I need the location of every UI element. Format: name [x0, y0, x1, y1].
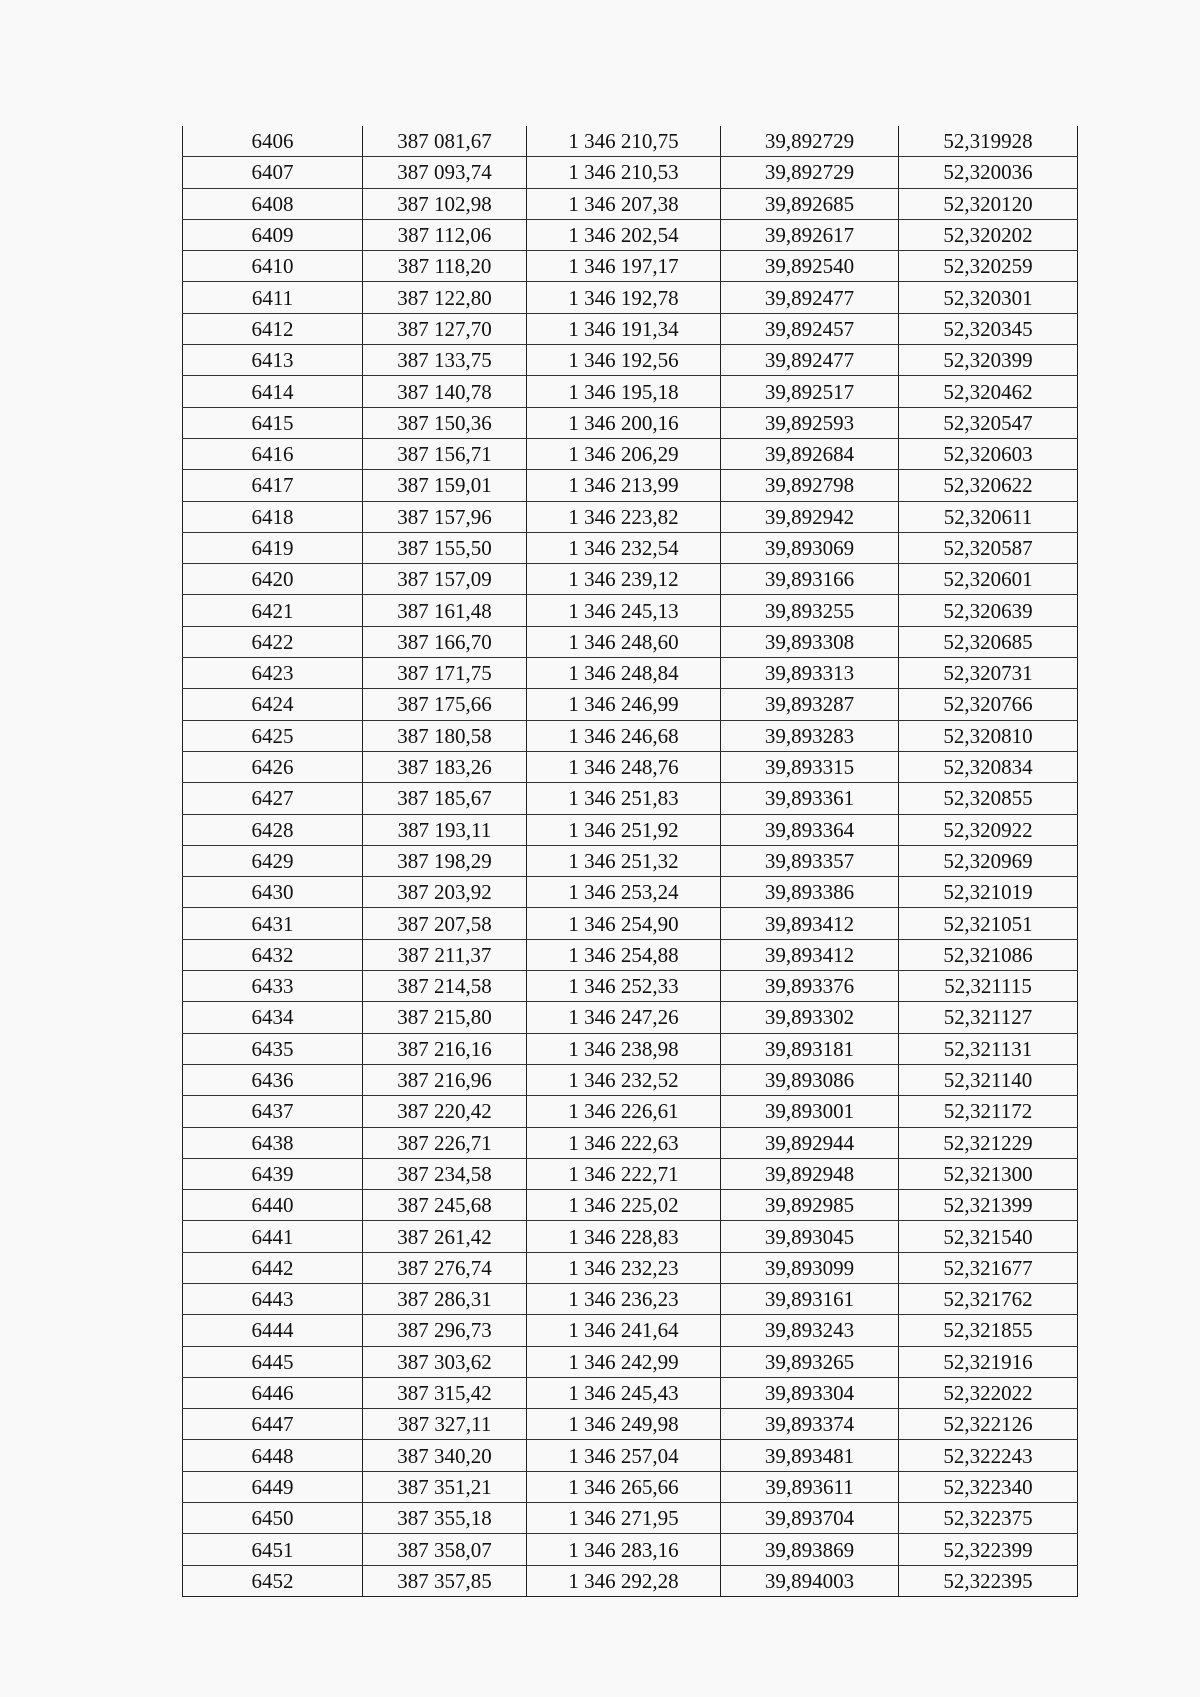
- latitude-cell: 52,322375: [899, 1503, 1078, 1534]
- x-coordinate-cell: 387 340,20: [363, 1440, 527, 1471]
- latitude-cell: 52,321131: [899, 1033, 1078, 1064]
- longitude-cell: 39,892985: [721, 1190, 899, 1221]
- y-coordinate-cell: 1 346 271,95: [527, 1503, 721, 1534]
- point-number-cell: 6449: [183, 1471, 363, 1502]
- longitude-cell: 39,893869: [721, 1534, 899, 1565]
- table-row: [183, 1503, 1078, 1534]
- latitude-cell: 52,321115: [899, 971, 1078, 1002]
- point-number-cell: 6448: [183, 1440, 363, 1471]
- table-row: [183, 1002, 1078, 1033]
- x-coordinate-cell: 387 175,66: [363, 689, 527, 720]
- point-number-cell: 6427: [183, 783, 363, 814]
- longitude-cell: 39,892457: [721, 313, 899, 344]
- latitude-cell: 52,320202: [899, 219, 1078, 250]
- coordinates-table: [182, 126, 1078, 1597]
- point-number-cell: 6437: [183, 1096, 363, 1127]
- table-row: [183, 1158, 1078, 1189]
- latitude-cell: 52,321399: [899, 1190, 1078, 1221]
- x-coordinate-cell: 387 226,71: [363, 1127, 527, 1158]
- point-number-cell: 6447: [183, 1409, 363, 1440]
- longitude-cell: 39,893243: [721, 1315, 899, 1346]
- y-coordinate-cell: 1 346 239,12: [527, 564, 721, 595]
- longitude-cell: 39,893313: [721, 658, 899, 689]
- table-row: [183, 501, 1078, 532]
- point-number-cell: 6420: [183, 564, 363, 595]
- x-coordinate-cell: 387 215,80: [363, 1002, 527, 1033]
- longitude-cell: 39,892517: [721, 376, 899, 407]
- latitude-cell: 52,320120: [899, 188, 1078, 219]
- coordinates-table-body: [183, 126, 1078, 1596]
- x-coordinate-cell: 387 150,36: [363, 407, 527, 438]
- x-coordinate-cell: 387 245,68: [363, 1190, 527, 1221]
- table-row: [183, 1096, 1078, 1127]
- x-coordinate-cell: 387 198,29: [363, 845, 527, 876]
- x-coordinate-cell: 387 193,11: [363, 814, 527, 845]
- longitude-cell: 39,893255: [721, 595, 899, 626]
- latitude-cell: 52,321127: [899, 1002, 1078, 1033]
- point-number-cell: 6423: [183, 658, 363, 689]
- longitude-cell: 39,893376: [721, 971, 899, 1002]
- latitude-cell: 52,320259: [899, 251, 1078, 282]
- longitude-cell: 39,893386: [721, 877, 899, 908]
- table-row: [183, 1127, 1078, 1158]
- latitude-cell: 52,320731: [899, 658, 1078, 689]
- y-coordinate-cell: 1 346 247,26: [527, 1002, 721, 1033]
- table-row: [183, 1534, 1078, 1565]
- table-row: [183, 1409, 1078, 1440]
- y-coordinate-cell: 1 346 253,24: [527, 877, 721, 908]
- table-row: [183, 532, 1078, 563]
- point-number-cell: 6444: [183, 1315, 363, 1346]
- point-number-cell: 6415: [183, 407, 363, 438]
- table-row: [183, 1190, 1078, 1221]
- point-number-cell: 6408: [183, 188, 363, 219]
- longitude-cell: 39,892685: [721, 188, 899, 219]
- point-number-cell: 6411: [183, 282, 363, 313]
- y-coordinate-cell: 1 346 236,23: [527, 1283, 721, 1314]
- point-number-cell: 6445: [183, 1346, 363, 1377]
- latitude-cell: 52,321677: [899, 1252, 1078, 1283]
- table-row: [183, 438, 1078, 469]
- y-coordinate-cell: 1 346 248,76: [527, 751, 721, 782]
- y-coordinate-cell: 1 346 245,43: [527, 1377, 721, 1408]
- longitude-cell: 39,893283: [721, 720, 899, 751]
- table-row: [183, 971, 1078, 1002]
- table-row: [183, 470, 1078, 501]
- longitude-cell: 39,893304: [721, 1377, 899, 1408]
- x-coordinate-cell: 387 118,20: [363, 251, 527, 282]
- y-coordinate-cell: 1 346 265,66: [527, 1471, 721, 1502]
- point-number-cell: 6452: [183, 1565, 363, 1596]
- longitude-cell: 39,893045: [721, 1221, 899, 1252]
- y-coordinate-cell: 1 346 222,63: [527, 1127, 721, 1158]
- y-coordinate-cell: 1 346 192,56: [527, 345, 721, 376]
- x-coordinate-cell: 387 185,67: [363, 783, 527, 814]
- longitude-cell: 39,893181: [721, 1033, 899, 1064]
- longitude-cell: 39,894003: [721, 1565, 899, 1596]
- latitude-cell: 52,321140: [899, 1064, 1078, 1095]
- x-coordinate-cell: 387 315,42: [363, 1377, 527, 1408]
- x-coordinate-cell: 387 234,58: [363, 1158, 527, 1189]
- y-coordinate-cell: 1 346 292,28: [527, 1565, 721, 1596]
- longitude-cell: 39,892540: [721, 251, 899, 282]
- coordinates-table-container: [182, 126, 1077, 1597]
- x-coordinate-cell: 387 093,74: [363, 157, 527, 188]
- point-number-cell: 6450: [183, 1503, 363, 1534]
- y-coordinate-cell: 1 346 222,71: [527, 1158, 721, 1189]
- latitude-cell: 52,320301: [899, 282, 1078, 313]
- x-coordinate-cell: 387 183,26: [363, 751, 527, 782]
- x-coordinate-cell: 387 171,75: [363, 658, 527, 689]
- y-coordinate-cell: 1 346 191,34: [527, 313, 721, 344]
- y-coordinate-cell: 1 346 232,52: [527, 1064, 721, 1095]
- y-coordinate-cell: 1 346 252,33: [527, 971, 721, 1002]
- longitude-cell: 39,893611: [721, 1471, 899, 1502]
- y-coordinate-cell: 1 346 254,90: [527, 908, 721, 939]
- table-row: [183, 188, 1078, 219]
- x-coordinate-cell: 387 122,80: [363, 282, 527, 313]
- latitude-cell: 52,320766: [899, 689, 1078, 720]
- latitude-cell: 52,321540: [899, 1221, 1078, 1252]
- latitude-cell: 52,322126: [899, 1409, 1078, 1440]
- longitude-cell: 39,893287: [721, 689, 899, 720]
- latitude-cell: 52,321051: [899, 908, 1078, 939]
- x-coordinate-cell: 387 261,42: [363, 1221, 527, 1252]
- longitude-cell: 39,892477: [721, 282, 899, 313]
- longitude-cell: 39,892617: [721, 219, 899, 250]
- latitude-cell: 52,320547: [899, 407, 1078, 438]
- x-coordinate-cell: 387 327,11: [363, 1409, 527, 1440]
- longitude-cell: 39,892948: [721, 1158, 899, 1189]
- x-coordinate-cell: 387 207,58: [363, 908, 527, 939]
- table-row: [183, 845, 1078, 876]
- latitude-cell: 52,322243: [899, 1440, 1078, 1471]
- point-number-cell: 6451: [183, 1534, 363, 1565]
- point-number-cell: 6413: [183, 345, 363, 376]
- x-coordinate-cell: 387 081,67: [363, 126, 527, 157]
- table-row: [183, 1315, 1078, 1346]
- latitude-cell: 52,320462: [899, 376, 1078, 407]
- y-coordinate-cell: 1 346 246,99: [527, 689, 721, 720]
- table-row: [183, 282, 1078, 313]
- latitude-cell: 52,321762: [899, 1283, 1078, 1314]
- table-row: [183, 751, 1078, 782]
- point-number-cell: 6436: [183, 1064, 363, 1095]
- table-row: [183, 595, 1078, 626]
- longitude-cell: 39,893361: [721, 783, 899, 814]
- x-coordinate-cell: 387 214,58: [363, 971, 527, 1002]
- longitude-cell: 39,892729: [721, 126, 899, 157]
- x-coordinate-cell: 387 216,96: [363, 1064, 527, 1095]
- y-coordinate-cell: 1 346 232,23: [527, 1252, 721, 1283]
- latitude-cell: 52,320603: [899, 438, 1078, 469]
- y-coordinate-cell: 1 346 242,99: [527, 1346, 721, 1377]
- y-coordinate-cell: 1 346 195,18: [527, 376, 721, 407]
- table-row: [183, 1377, 1078, 1408]
- point-number-cell: 6421: [183, 595, 363, 626]
- table-row: [183, 814, 1078, 845]
- x-coordinate-cell: 387 133,75: [363, 345, 527, 376]
- table-row: [183, 877, 1078, 908]
- longitude-cell: 39,893364: [721, 814, 899, 845]
- y-coordinate-cell: 1 346 245,13: [527, 595, 721, 626]
- longitude-cell: 39,893161: [721, 1283, 899, 1314]
- longitude-cell: 39,892729: [721, 157, 899, 188]
- longitude-cell: 39,893099: [721, 1252, 899, 1283]
- y-coordinate-cell: 1 346 238,98: [527, 1033, 721, 1064]
- table-row: [183, 219, 1078, 250]
- longitude-cell: 39,893315: [721, 751, 899, 782]
- x-coordinate-cell: 387 127,70: [363, 313, 527, 344]
- table-row: [183, 908, 1078, 939]
- y-coordinate-cell: 1 346 207,38: [527, 188, 721, 219]
- latitude-cell: 52,320639: [899, 595, 1078, 626]
- latitude-cell: 52,322340: [899, 1471, 1078, 1502]
- table-row: [183, 1346, 1078, 1377]
- point-number-cell: 6438: [183, 1127, 363, 1158]
- table-row: [183, 783, 1078, 814]
- table-row: [183, 376, 1078, 407]
- y-coordinate-cell: 1 346 232,54: [527, 532, 721, 563]
- y-coordinate-cell: 1 346 254,88: [527, 939, 721, 970]
- table-row: [183, 251, 1078, 282]
- x-coordinate-cell: 387 276,74: [363, 1252, 527, 1283]
- point-number-cell: 6435: [183, 1033, 363, 1064]
- point-number-cell: 6419: [183, 532, 363, 563]
- x-coordinate-cell: 387 161,48: [363, 595, 527, 626]
- y-coordinate-cell: 1 346 228,83: [527, 1221, 721, 1252]
- point-number-cell: 6428: [183, 814, 363, 845]
- longitude-cell: 39,893374: [721, 1409, 899, 1440]
- x-coordinate-cell: 387 156,71: [363, 438, 527, 469]
- y-coordinate-cell: 1 346 223,82: [527, 501, 721, 532]
- y-coordinate-cell: 1 346 200,16: [527, 407, 721, 438]
- point-number-cell: 6412: [183, 313, 363, 344]
- y-coordinate-cell: 1 346 213,99: [527, 470, 721, 501]
- latitude-cell: 52,319928: [899, 126, 1078, 157]
- point-number-cell: 6441: [183, 1221, 363, 1252]
- latitude-cell: 52,320834: [899, 751, 1078, 782]
- longitude-cell: 39,892942: [721, 501, 899, 532]
- latitude-cell: 52,320622: [899, 470, 1078, 501]
- latitude-cell: 52,320922: [899, 814, 1078, 845]
- point-number-cell: 6414: [183, 376, 363, 407]
- longitude-cell: 39,892684: [721, 438, 899, 469]
- point-number-cell: 6422: [183, 626, 363, 657]
- y-coordinate-cell: 1 346 283,16: [527, 1534, 721, 1565]
- x-coordinate-cell: 387 358,07: [363, 1534, 527, 1565]
- point-number-cell: 6434: [183, 1002, 363, 1033]
- latitude-cell: 52,321086: [899, 939, 1078, 970]
- y-coordinate-cell: 1 346 248,84: [527, 658, 721, 689]
- point-number-cell: 6409: [183, 219, 363, 250]
- point-number-cell: 6443: [183, 1283, 363, 1314]
- latitude-cell: 52,321916: [899, 1346, 1078, 1377]
- latitude-cell: 52,320969: [899, 845, 1078, 876]
- point-number-cell: 6425: [183, 720, 363, 751]
- point-number-cell: 6417: [183, 470, 363, 501]
- table-row: [183, 345, 1078, 376]
- point-number-cell: 6446: [183, 1377, 363, 1408]
- longitude-cell: 39,893302: [721, 1002, 899, 1033]
- x-coordinate-cell: 387 303,62: [363, 1346, 527, 1377]
- point-number-cell: 6433: [183, 971, 363, 1002]
- latitude-cell: 52,322399: [899, 1534, 1078, 1565]
- latitude-cell: 52,322022: [899, 1377, 1078, 1408]
- y-coordinate-cell: 1 346 251,92: [527, 814, 721, 845]
- x-coordinate-cell: 387 203,92: [363, 877, 527, 908]
- latitude-cell: 52,320685: [899, 626, 1078, 657]
- table-row: [183, 720, 1078, 751]
- latitude-cell: 52,321019: [899, 877, 1078, 908]
- table-row: [183, 126, 1078, 157]
- table-row: [183, 1471, 1078, 1502]
- longitude-cell: 39,893086: [721, 1064, 899, 1095]
- point-number-cell: 6431: [183, 908, 363, 939]
- x-coordinate-cell: 387 357,85: [363, 1565, 527, 1596]
- table-row: [183, 689, 1078, 720]
- point-number-cell: 6429: [183, 845, 363, 876]
- longitude-cell: 39,893001: [721, 1096, 899, 1127]
- y-coordinate-cell: 1 346 210,75: [527, 126, 721, 157]
- latitude-cell: 52,321855: [899, 1315, 1078, 1346]
- table-row: [183, 658, 1078, 689]
- latitude-cell: 52,320345: [899, 313, 1078, 344]
- y-coordinate-cell: 1 346 192,78: [527, 282, 721, 313]
- latitude-cell: 52,320611: [899, 501, 1078, 532]
- latitude-cell: 52,320810: [899, 720, 1078, 751]
- x-coordinate-cell: 387 112,06: [363, 219, 527, 250]
- x-coordinate-cell: 387 157,96: [363, 501, 527, 532]
- table-row: [183, 313, 1078, 344]
- point-number-cell: 6424: [183, 689, 363, 720]
- x-coordinate-cell: 387 140,78: [363, 376, 527, 407]
- y-coordinate-cell: 1 346 251,32: [527, 845, 721, 876]
- x-coordinate-cell: 387 220,42: [363, 1096, 527, 1127]
- x-coordinate-cell: 387 286,31: [363, 1283, 527, 1314]
- y-coordinate-cell: 1 346 226,61: [527, 1096, 721, 1127]
- longitude-cell: 39,893412: [721, 939, 899, 970]
- y-coordinate-cell: 1 346 251,83: [527, 783, 721, 814]
- y-coordinate-cell: 1 346 257,04: [527, 1440, 721, 1471]
- x-coordinate-cell: 387 155,50: [363, 532, 527, 563]
- longitude-cell: 39,892477: [721, 345, 899, 376]
- y-coordinate-cell: 1 346 206,29: [527, 438, 721, 469]
- table-row: [183, 1221, 1078, 1252]
- longitude-cell: 39,892798: [721, 470, 899, 501]
- table-row: [183, 626, 1078, 657]
- x-coordinate-cell: 387 157,09: [363, 564, 527, 595]
- table-row: [183, 1064, 1078, 1095]
- longitude-cell: 39,893412: [721, 908, 899, 939]
- point-number-cell: 6439: [183, 1158, 363, 1189]
- table-row: [183, 1565, 1078, 1596]
- table-row: [183, 939, 1078, 970]
- latitude-cell: 52,321300: [899, 1158, 1078, 1189]
- table-row: [183, 157, 1078, 188]
- y-coordinate-cell: 1 346 202,54: [527, 219, 721, 250]
- x-coordinate-cell: 387 216,16: [363, 1033, 527, 1064]
- y-coordinate-cell: 1 346 197,17: [527, 251, 721, 282]
- point-number-cell: 6418: [183, 501, 363, 532]
- latitude-cell: 52,321172: [899, 1096, 1078, 1127]
- x-coordinate-cell: 387 159,01: [363, 470, 527, 501]
- latitude-cell: 52,320036: [899, 157, 1078, 188]
- point-number-cell: 6442: [183, 1252, 363, 1283]
- x-coordinate-cell: 387 296,73: [363, 1315, 527, 1346]
- point-number-cell: 6407: [183, 157, 363, 188]
- table-row: [183, 1033, 1078, 1064]
- longitude-cell: 39,893481: [721, 1440, 899, 1471]
- longitude-cell: 39,893308: [721, 626, 899, 657]
- y-coordinate-cell: 1 346 241,64: [527, 1315, 721, 1346]
- latitude-cell: 52,320601: [899, 564, 1078, 595]
- y-coordinate-cell: 1 346 210,53: [527, 157, 721, 188]
- point-number-cell: 6440: [183, 1190, 363, 1221]
- x-coordinate-cell: 387 166,70: [363, 626, 527, 657]
- longitude-cell: 39,893265: [721, 1346, 899, 1377]
- y-coordinate-cell: 1 346 249,98: [527, 1409, 721, 1440]
- point-number-cell: 6430: [183, 877, 363, 908]
- x-coordinate-cell: 387 102,98: [363, 188, 527, 219]
- x-coordinate-cell: 387 180,58: [363, 720, 527, 751]
- table-row: [183, 1440, 1078, 1471]
- longitude-cell: 39,893357: [721, 845, 899, 876]
- latitude-cell: 52,320855: [899, 783, 1078, 814]
- y-coordinate-cell: 1 346 248,60: [527, 626, 721, 657]
- point-number-cell: 6426: [183, 751, 363, 782]
- longitude-cell: 39,893069: [721, 532, 899, 563]
- x-coordinate-cell: 387 355,18: [363, 1503, 527, 1534]
- x-coordinate-cell: 387 351,21: [363, 1471, 527, 1502]
- longitude-cell: 39,893166: [721, 564, 899, 595]
- table-row: [183, 564, 1078, 595]
- longitude-cell: 39,892944: [721, 1127, 899, 1158]
- y-coordinate-cell: 1 346 225,02: [527, 1190, 721, 1221]
- table-row: [183, 1252, 1078, 1283]
- latitude-cell: 52,320399: [899, 345, 1078, 376]
- point-number-cell: 6432: [183, 939, 363, 970]
- table-row: [183, 1283, 1078, 1314]
- longitude-cell: 39,892593: [721, 407, 899, 438]
- latitude-cell: 52,320587: [899, 532, 1078, 563]
- point-number-cell: 6416: [183, 438, 363, 469]
- table-row: [183, 407, 1078, 438]
- x-coordinate-cell: 387 211,37: [363, 939, 527, 970]
- latitude-cell: 52,321229: [899, 1127, 1078, 1158]
- point-number-cell: 6406: [183, 126, 363, 157]
- longitude-cell: 39,893704: [721, 1503, 899, 1534]
- point-number-cell: 6410: [183, 251, 363, 282]
- y-coordinate-cell: 1 346 246,68: [527, 720, 721, 751]
- latitude-cell: 52,322395: [899, 1565, 1078, 1596]
